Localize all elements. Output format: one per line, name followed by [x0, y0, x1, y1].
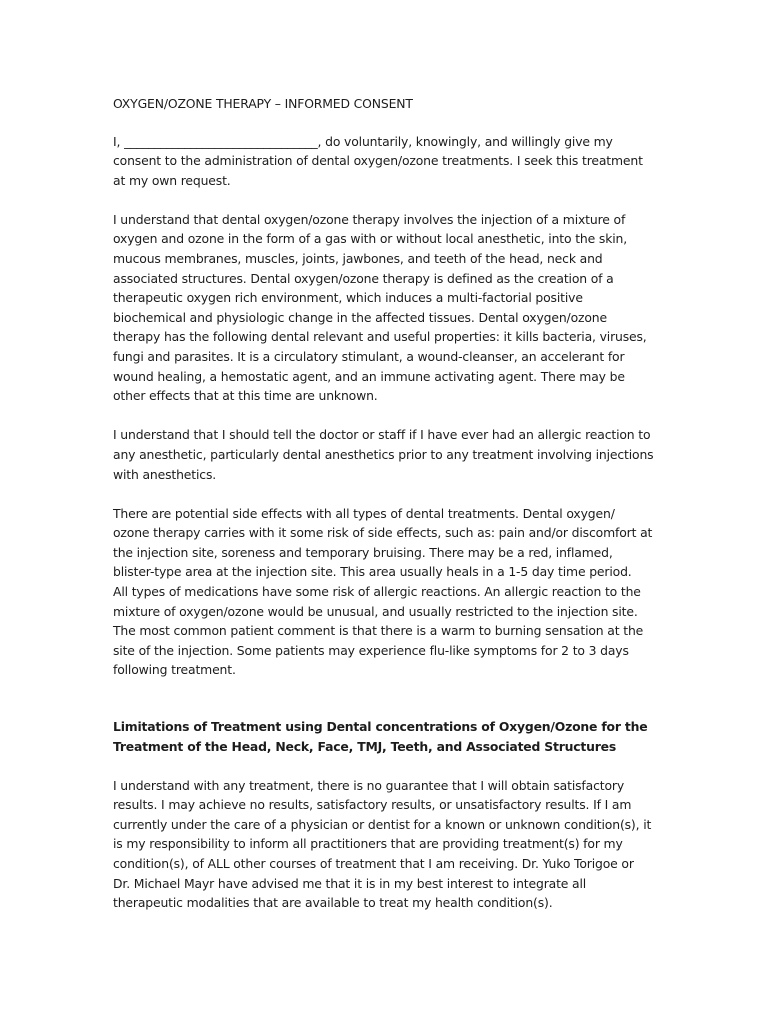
- limitations-paragraph: [113, 776, 661, 913]
- text-line: fungi and parasites. It is a circulatory stimulant, a wound-cleanser, an accelerant for: [113, 349, 625, 365]
- text-line: the injection site, soreness and temporary bruising. There may be a red, inflamed,: [113, 544, 613, 560]
- text-line: therapeutic modalities that are available to treat my health condition(s).: [113, 895, 553, 911]
- text-line: mucous membranes, muscles, joints, jawbones, and teeth of the head, neck and: [113, 251, 603, 267]
- text-line: ozone therapy carries with it some risk of side effects, such as: pain and/or discomfort at: [113, 525, 653, 541]
- limitations-heading: [113, 717, 661, 756]
- text-line: mixture of oxygen/ozone would be unusual, and usually restricted to the injection site.: [113, 603, 638, 619]
- text-line: I understand that dental oxygen/ozone therapy involves the injection of a mixture of: [113, 211, 626, 227]
- text-line: at my own request.: [113, 172, 231, 188]
- text-line: condition(s), of ALL other courses of treatment that I am receiving. Dr. Yuko Torigoe or: [113, 856, 634, 871]
- text-line: oxygen and ozone in the form of a gas with or without local anesthetic, into the skin,: [113, 231, 628, 247]
- text-line: other effects that at this time are unknown.: [113, 388, 378, 404]
- text-line: The most common patient comment is that there is a warm to burning sensation at the: [113, 623, 644, 639]
- text-line: All types of medications have some risk of allergic reactions. An allergic reaction to the: [113, 583, 641, 599]
- document-title: OXYGEN/OZONE THERAPY – INFORMED CONSENT: [113, 96, 413, 111]
- text-line: Dr. Michael Mayr have advised me that it is in my best interest to integrate all: [113, 875, 587, 891]
- text-line: is my responsibility to inform all practitioners that are providing treatment(s) for my: [113, 836, 623, 852]
- allergy-paragraph: [113, 425, 661, 484]
- heading-line: Limitations of Treatment using Dental concentrations of Oxygen/Ozone for the: [113, 718, 648, 734]
- text-line: biochemical and physiologic change in the affected tissues. Dental oxygen/ozone: [113, 309, 607, 325]
- document-page: [113, 94, 661, 932]
- consent-paragraph: [113, 132, 661, 191]
- text-line: wound healing, a hemostatic agent, and an immune activating agent. There may be: [113, 368, 625, 384]
- text-line: currently under the care of a physician or dentist for a known or unknown condition(s), it: [113, 816, 652, 832]
- side-effects-paragraph: [113, 504, 661, 680]
- text-line: associated structures. Dental oxygen/ozone therapy is defined as the creation of a: [113, 270, 614, 286]
- text-line: There are potential side effects with all types of dental treatments. Dental oxygen/: [113, 505, 615, 521]
- text-line: any anesthetic, particularly dental anesthetics prior to any treatment involving injections: [113, 446, 654, 462]
- therapy-description-paragraph: [113, 210, 661, 406]
- text-line: following treatment.: [113, 662, 236, 678]
- text-line: consent to the administration of dental oxygen/ozone treatments. I seek this treatment: [113, 153, 643, 169]
- text-line: I understand with any treatment, there is no guarantee that I will obtain satisfactory: [113, 777, 625, 793]
- text-line: blister-type area at the injection site. This area usually heals in a 1-5 day time period.: [113, 564, 632, 580]
- text-line: with anesthetics.: [113, 466, 217, 482]
- text-line: site of the injection. Some patients may experience flu-like symptoms for 2 to 3 days: [113, 642, 629, 658]
- text-line: I, ________________________________, do voluntarily, knowingly, and willingly give my: [113, 133, 613, 149]
- heading-line: Treatment of the Head, Neck, Face, TMJ, Teeth, and Associated Structures: [113, 738, 617, 754]
- text-line: I understand that I should tell the doctor or staff if I have ever had an allergic reaction to: [113, 427, 651, 443]
- text-line: therapeutic oxygen rich environment, which induces a multi-factorial positive: [113, 290, 583, 306]
- text-line: therapy has the following dental relevant and useful properties: it kills bacteria, viruses,: [113, 329, 647, 345]
- text-line: results. I may achieve no results, satisfactory results, or unsatisfactory results. If I am: [113, 797, 632, 813]
